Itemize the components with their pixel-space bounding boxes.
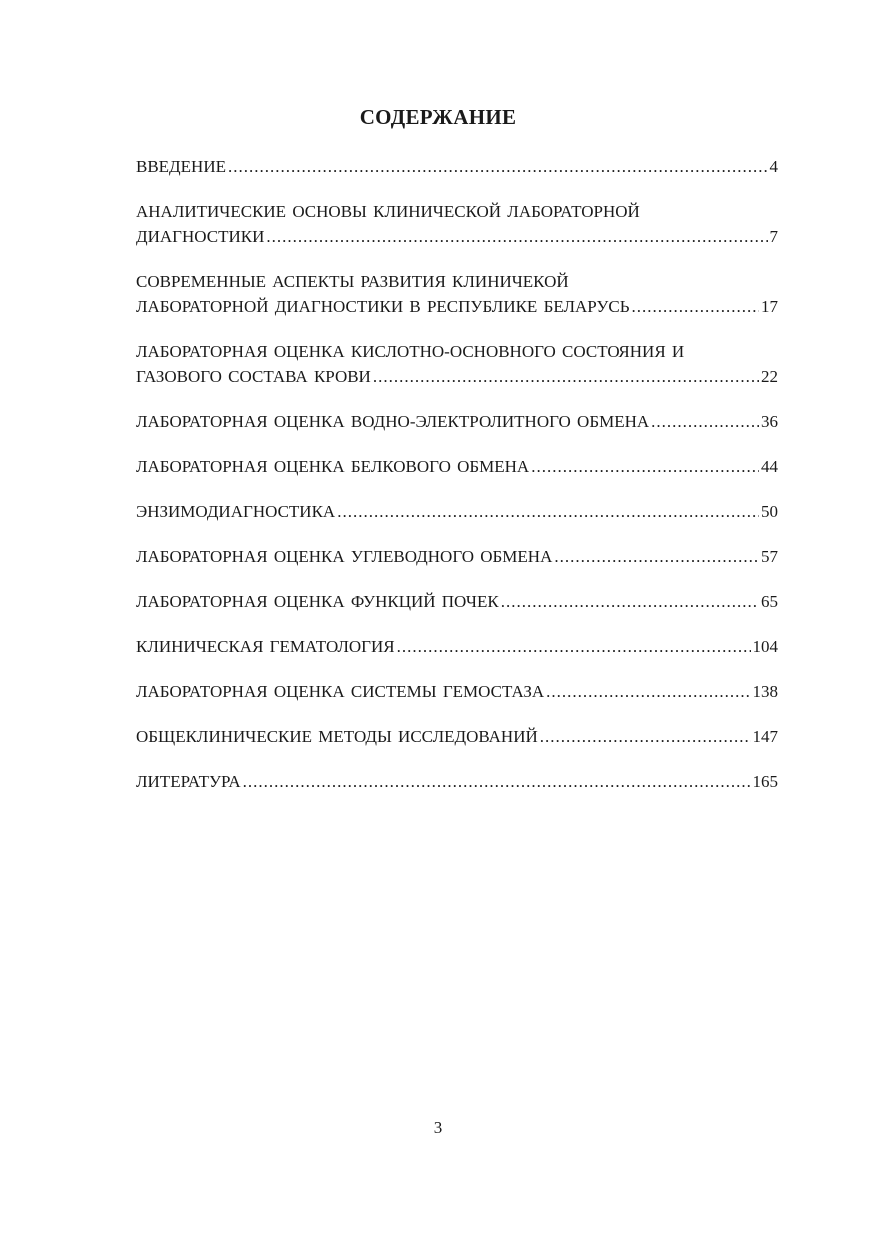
dot-leader <box>651 409 759 434</box>
toc-entry-title-line: ОБЩЕКЛИНИЧЕСКИЕ МЕТОДЫ ИССЛЕДОВАНИЙ <box>136 727 538 746</box>
toc-entry-title-line: ЛАБОРАТОРНАЯ ОЦЕНКА БЕЛКОВОГО ОБМЕНА <box>136 457 530 476</box>
toc-entry-page-number: 138 <box>752 682 778 701</box>
toc-entry-title-line: ДИАГНОСТИКИ <box>136 227 265 246</box>
toc-entry-title-line: АНАЛИТИЧЕСКИЕ ОСНОВЫ КЛИНИЧЕСКОЙ ЛАБОРАТОРНОЙ <box>136 202 640 221</box>
dot-leader <box>554 544 759 569</box>
dot-leader <box>531 454 759 479</box>
page-title: СОДЕРЖАНИЕ <box>359 105 517 129</box>
toc-entry-row <box>136 454 778 479</box>
toc-entry-row <box>136 724 778 749</box>
dot-leader <box>243 769 751 794</box>
dot-leader <box>337 499 759 524</box>
toc-entry <box>136 199 778 249</box>
table-of-contents <box>136 154 778 814</box>
dot-leader <box>631 294 759 319</box>
toc-entry <box>136 154 778 179</box>
toc-entry-title-line: ЛАБОРАТОРНАЯ ОЦЕНКА УГЛЕВОДНОГО ОБМЕНА <box>136 547 553 566</box>
toc-entry <box>136 589 778 614</box>
toc-entry-title-line: ЛИТЕРАТУРА <box>136 772 241 791</box>
toc-entry <box>136 269 778 319</box>
toc-entry-row <box>136 224 778 249</box>
toc-entry-page-number: 17 <box>761 297 778 316</box>
toc-entry-title-line: КЛИНИЧЕСКАЯ ГЕМАТОЛОГИЯ <box>136 637 395 656</box>
toc-entry-title-line: ЛАБОРАТОРНОЙ ДИАГНОСТИКИ В РЕСПУБЛИКЕ БЕЛАРУСЬ <box>136 297 630 316</box>
toc-entry-row <box>136 409 778 434</box>
toc-entry <box>136 544 778 569</box>
dot-leader <box>397 634 751 659</box>
toc-entry <box>136 769 778 794</box>
toc-entry-page-number: 165 <box>752 772 778 791</box>
toc-entry-row <box>136 589 778 614</box>
dot-leader <box>266 224 767 249</box>
dot-leader <box>546 679 750 704</box>
toc-entry-row <box>136 769 778 794</box>
toc-entry-title-line: ЛАБОРАТОРНАЯ ОЦЕНКА КИСЛОТНО-ОСНОВНОГО СОСТОЯНИЯ И <box>136 342 685 361</box>
toc-entry-row <box>136 634 778 659</box>
toc-entry-page-number: 50 <box>761 502 778 521</box>
toc-entry-page-number: 104 <box>752 637 778 656</box>
toc-entry <box>136 339 778 389</box>
toc-entry <box>136 454 778 479</box>
toc-entry <box>136 499 778 524</box>
toc-entry-title-line: ЭНЗИМОДИАГНОСТИКА <box>136 502 336 521</box>
toc-entry-page-number: 22 <box>761 367 778 386</box>
toc-entry-page-number: 65 <box>761 592 778 611</box>
toc-entry <box>136 409 778 434</box>
toc-entry-title-line: ЛАБОРАТОРНАЯ ОЦЕНКА СИСТЕМЫ ГЕМОСТАЗА <box>136 682 545 701</box>
toc-entry-title-line: ГАЗОВОГО СОСТАВА КРОВИ <box>136 367 371 386</box>
toc-entry-title-line: ВВЕДЕНИЕ <box>136 157 226 176</box>
toc-entry-row <box>136 154 778 179</box>
dot-leader <box>501 589 759 614</box>
toc-entry-page-number: 44 <box>761 457 778 476</box>
toc-entry-row <box>136 364 778 389</box>
toc-entry-title-line: ЛАБОРАТОРНАЯ ОЦЕНКА ФУНКЦИЙ ПОЧЕК <box>136 592 499 611</box>
toc-entry-row <box>136 679 778 704</box>
toc-entry-page-number: 147 <box>752 727 778 746</box>
toc-entry-row <box>136 294 778 319</box>
dot-leader <box>373 364 759 389</box>
toc-entry-title-line: ЛАБОРАТОРНАЯ ОЦЕНКА ВОДНО-ЭЛЕКТРОЛИТНОГО ОБМЕНА <box>136 412 650 431</box>
page-number: 3 <box>433 1118 443 1137</box>
toc-entry-page-number: 7 <box>769 227 778 246</box>
toc-entry <box>136 634 778 659</box>
dot-leader <box>540 724 751 749</box>
toc-entry <box>136 679 778 704</box>
toc-entry-row <box>136 544 778 569</box>
toc-entry-page-number: 36 <box>761 412 778 431</box>
dot-leader <box>228 154 768 179</box>
toc-entry-page-number: 57 <box>761 547 778 566</box>
toc-entry-title-line: СОВРЕМЕННЫЕ АСПЕКТЫ РАЗВИТИЯ КЛИНИЧЕКОЙ <box>136 272 569 291</box>
toc-entry <box>136 724 778 749</box>
toc-entry-page-number: 4 <box>769 157 778 176</box>
toc-entry-row <box>136 499 778 524</box>
